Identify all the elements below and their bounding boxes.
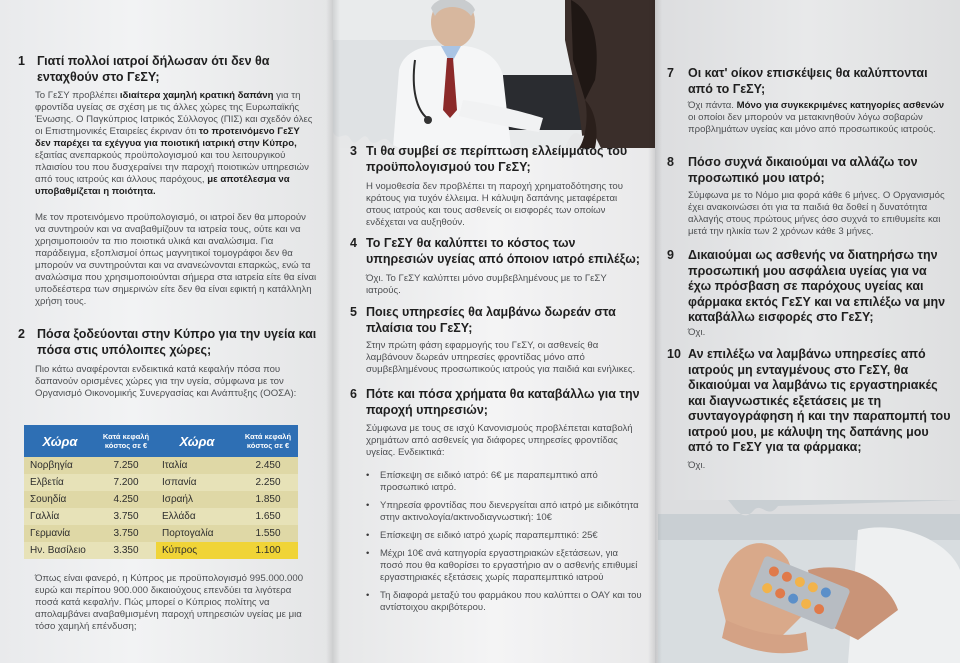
answer-9: Όχι.	[688, 327, 706, 338]
answer-2-conclusion: Όπως είναι φανερό, η Κύπρος με προϋπολογισμό 995.000.000 ευρώ και περίπου 900.000 δικαιούχους επενδύει τα λιγότερα ποσά κατά κεφαλήν. Πώς μπορεί ο Κύπριος πολίτης να απολαμβάνει αναβαθμισμένη παροχή υπηρεσιών υγείας με μια τόσο χαμηλή επένδυση;	[35, 573, 304, 632]
fold-shadow-left	[326, 0, 340, 663]
question-1-number: 1	[18, 54, 25, 68]
header-country-right: Χώρα	[156, 425, 238, 457]
answer-7: Όχι πάντα. Μόνο για συγκεκριμένες κατηγορίες ασθενών οι οποίοι δεν μπορούν να μετακινηθούν λόγω σοβαρών προβλημάτων υγείας και μόνο από προσωπικούς ιατρούς.	[688, 100, 945, 135]
header-country-left: Χώρα	[24, 425, 96, 457]
question-7: 7 Οι κατ' οίκον επισκέψεις θα καλύπτονται από το ΓεΣΥ;	[667, 66, 953, 97]
payment-list	[366, 470, 642, 620]
answer-8: Σύμφωνα με το Νόμο μια φορά κάθε 6 μήνες. Ο Οργανισμός έχει ανακοινώσει ότι για τα παιδιά θα δοθεί η δυνατότητα αλλαγής στους πρώτους μήνες όσο συχνά το επιθυμείτε και μετά την ηλικία των 2 χρόνων κάθε 3 μήνες.	[688, 190, 945, 237]
question-5-title: Ποιες υπηρεσίες θα λαμβάνω δωρεάν στα πλαίσια του ΓεΣΥ;	[366, 305, 616, 335]
answer-5: Στην πρώτη φάση εφαρμογής του ΓεΣΥ, οι ασθενείς θα λαμβάνουν δωρεάν υπηρεσίες φροντίδας μόνο από συμβεβλημένους προσωπικούς ιατρούς για παιδιά και ενήλικες.	[366, 340, 636, 375]
health-spending-table	[24, 425, 298, 559]
answer-2-intro: Πιο κάτω αναφέρονται ενδεικτικά κατά κεφαλήν πόσα που δαπανούν ορισμένες χώρες για την υγεία, σύμφωνα με τον Οργανισμό Οικονομικής Συνεργασίας και Ανάπτυξης (ΟΟΣΑ):	[35, 364, 297, 399]
pills-photo	[658, 500, 960, 663]
list-item: • Επίσκεψη σε ειδικό ιατρό χωρίς παραπεμπτικό: 25€	[366, 530, 642, 542]
question-9: 9 Δικαιούμαι ως ασθενής να διατηρήσω την προσωπική μου ασφάλεια υγείας για να έχω πρόσβαση σε παρόχους υγείας και φάρμακα εκτός ΓεΣΥ και να επιλέξω να μην καταβάλλω εισφορές στο ΓεΣΥ;	[667, 248, 953, 326]
table-row: Νορβηγία 7.250 Ιταλία 2.450	[24, 457, 298, 474]
question-2-title: Πόσα ξοδεύονται στην Κύπρο για την υγεία και πόσα στις υπόλοιπες χώρες;	[37, 327, 317, 357]
header-cost-right: Κατά κεφαλή κόστος σε €	[238, 425, 298, 457]
table-row: Ελβετία 7.200 Ισπανία 2.250	[24, 474, 298, 491]
answer-1-paragraph-1: Το ΓεΣΥ προβλέπει ιδιαίτερα χαμηλή κρατική δαπάνη για τη φροντίδα υγείας σε σχέση με τις άλλες χώρες της Ευρωπαϊκής Ένωσης. Ο Παγκύπριος Ιατρικός Σύλλογος (ΠΙΣ) και σχεδόν όλες οι Επιστημονικές Εταιρείες έκριναν ότι το προτεινόμενο ΓεΣΥ δεν παρέχει τα εχέγγυα για ποιοτική ιατρική στην Κύπρο, εξαιτίας ανεπαρκούς προϋπολογισμού και του λειτουργικού πλαισίου του που δυσχεραίνει την παροχή ποιοτικών υπηρεσιών από τους ιατρούς και άλλους παρόχους, με αποτέλεσμα να υποβαθμίζεται η ποιότητα.	[35, 90, 313, 197]
question-1-title: Γιατί πολλοί ιατροί δήλωσαν ότι δεν θα ενταχθούν στο ΓεΣΥ;	[37, 54, 270, 84]
answer-4: Όχι. Το ΓεΣΥ καλύπτει μόνο συμβεβλημένους με το ΓεΣΥ ιατρούς.	[366, 273, 607, 296]
question-3: 3 Τι θα συμβεί σε περίπτωση ελλείμματος του προϋπολογισμού του ΓεΣΥ;	[350, 144, 640, 175]
table-row: Ην. Βασίλειο 3.350 Κύπρος 1.100	[24, 542, 298, 559]
question-1	[18, 54, 318, 85]
pills-photo-illustration	[658, 500, 960, 663]
list-item: • Τη διαφορά μεταξύ του φαρμάκου που καλύπτει ο ΟΑΥ και του αντίστοιχου ακριβότερου.	[366, 590, 642, 614]
column-left	[0, 0, 333, 663]
question-8-title: Πόσο συχνά δικαιούμαι να αλλάζω τον προσωπικό μου ιατρό;	[688, 155, 918, 185]
doctor-photo	[333, 0, 655, 148]
table-row: Γαλλία 3.750 Ελλάδα 1.650	[24, 508, 298, 525]
question-4-title: Το ΓεΣΥ θα καλύπτει το κόστος των υπηρεσιών υγείας από όποιον ιατρό επιλέξω;	[366, 236, 640, 266]
question-6-title: Πότε και πόσα χρήματα θα καταβάλλω για την παροχή υπηρεσιών;	[366, 387, 640, 417]
answer-3: Η νομοθεσία δεν προβλέπει τη παροχή χρηματοδότησης του κράτους για τυχόν έλλειμα. Η κάλυψη δαπάνης μεταφέρεται στους ιατρούς και τους ασθενείς οι εισφορές των οποίων ενδέχεται να αυξηθούν.	[366, 181, 623, 228]
question-6: 6 Πότε και πόσα χρήματα θα καταβάλλω για την παροχή υπηρεσιών;	[350, 387, 640, 417]
question-8: 8 Πόσο συχνά δικαιούμαι να αλλάζω τον προσωπικό μου ιατρό;	[667, 155, 953, 186]
column-middle	[333, 0, 655, 663]
question-9-title: Δικαιούμαι ως ασθενής να διατηρήσω την προσωπική μου ασφάλεια υγείας για να έχω πρόσβαση σε παρόχους υγείας και φάρμακα εκτός ΓεΣΥ και να επιλέξω να μην καταβάλλω εισφορές στο ΓεΣΥ;	[688, 248, 946, 324]
column-right	[655, 0, 960, 663]
list-item: • Επίσκεψη σε ειδικό ιατρό: 6€ με παραπεμπτικό από προσωπικό ιατρό.	[366, 470, 642, 494]
question-2	[18, 327, 318, 358]
question-10-title: Αν επιλέξω να λαμβάνω υπηρεσίες από ιατρούς μη ενταγμένους στο ΓεΣΥ, θα δικαιούμαι να λαμβάνω τις εργαστηριακές και διαγνωστικές εξετάσεις με τη συνταγογράφηση ή και την παραπομπή του ιατρού μου, με κάλυψη της δαπάνης μου από το ΓεΣΥ για τα φάρμακα;	[688, 347, 951, 454]
answer-1-paragraph-2: Με τον προτεινόμενο προϋπολογισμό, οι ιατροί δεν θα μπορούν να συντηρούν και να αναβαθμίζουν τα ιατρεία τους, ούτε και να χρησιμοποιούν τα πιο ποιοτικά υλικά και αναλώσιμα. Για παράδειγμα, εξοπλισμοί όπως μαγνητικοί τομογράφοι δεν θα μπορούν να συντηρούνται και να ανανεώνονται επαρκώς, ενώ τα αναλώσιμα που χρησιμοποιούνται σήμερα στα ιατρεία είτε θα είναι υποδεέστερα των σημερινών είτε δεν θα είναι εφικτή η κατάλληλη χρήση τους.	[35, 212, 317, 307]
fold-shadow-right	[648, 0, 662, 663]
header-cost-left: Κατά κεφαλή κόστος σε €	[96, 425, 156, 457]
question-7-title: Οι κατ' οίκον επισκέψεις θα καλύπτονται από το ΓεΣΥ;	[688, 66, 928, 96]
answer-10: Όχι.	[688, 460, 706, 471]
question-5: 5 Ποιες υπηρεσίες θα λαμβάνω δωρεάν στα πλαίσια του ΓεΣΥ;	[350, 305, 640, 336]
cyprus-row-cell: Κύπρος	[156, 542, 238, 559]
question-3-title: Τι θα συμβεί σε περίπτωση ελλείμματος του προϋπολογισμού του ΓεΣΥ;	[366, 144, 628, 174]
list-item: • Υπηρεσία φροντίδας που διενεργείται από ιατρό με ειδικότητα στην ακτινολογία/ακτινοδιαγνωστική: 10€	[366, 500, 642, 524]
answer-6-intro: Σύμφωνα με τους σε ισχύ Κανονισμούς προβλέπεται καταβολή χρημάτων από ασθενείς για διάφορες υπηρεσίες φροντίδας υγείας. Ενδεικτικά:	[366, 423, 633, 458]
question-2-number: 2	[18, 327, 25, 341]
doctor-photo-illustration	[333, 0, 655, 148]
table-row: Γερμανία 3.750 Πορτογαλία 1.550	[24, 525, 298, 542]
table-row: Σουηδία 4.250 Ισραήλ 1.850	[24, 491, 298, 508]
question-10: 10 Αν επιλέξω να λαμβάνω υπηρεσίες από ιατρούς μη ενταγμένους στο ΓεΣΥ, θα δικαιούμαι να λαμβάνω τις εργαστηριακές και διαγνωστικές εξετάσεις με τη συνταγογράφηση ή και την παραπομπή του ιατρού μου, με κάλυψη της δαπάνης μου από το ΓεΣΥ για τα φάρμακα;	[667, 347, 953, 456]
list-item: • Μέχρι 10€ ανά κατηγορία εργαστηριακών εξετάσεων, για ποσό που θα καθορίσει το εργαστήριο αν ο ασθενής επιθυμεί εργαστηριακές εξετάσεις χωρίς παραπεμπτικό ιατρού	[366, 548, 642, 584]
question-4: 4 Το ΓεΣΥ θα καλύπτει το κόστος των υπηρεσιών υγείας από όποιον ιατρό επιλέξω;	[350, 236, 640, 266]
